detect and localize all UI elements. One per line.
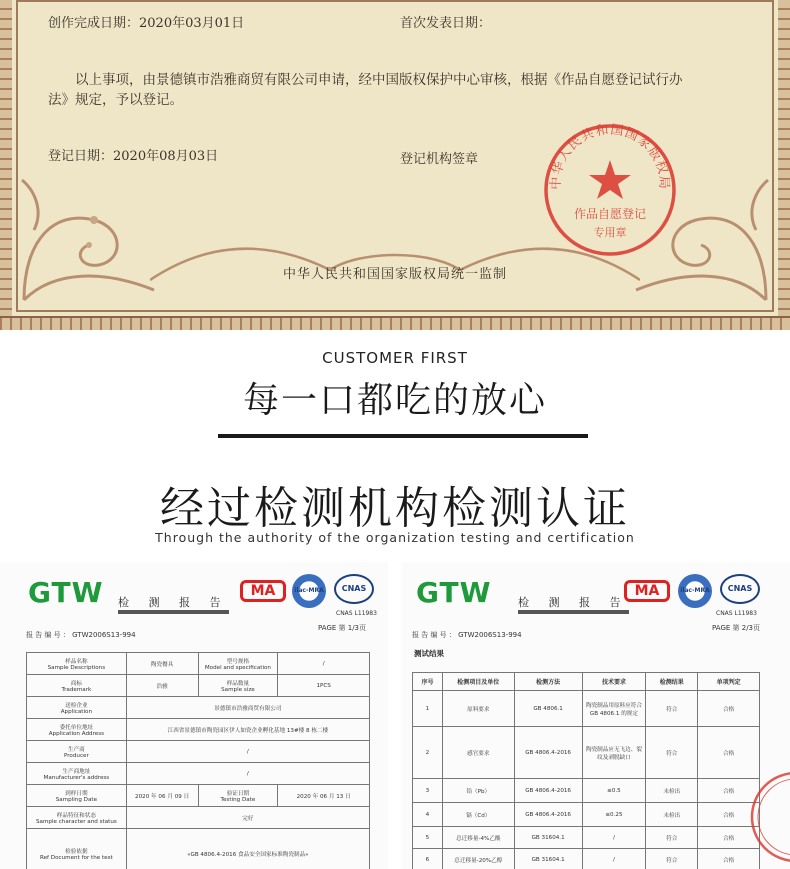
gtw-logo: GTW (28, 576, 104, 609)
heading-divider (218, 434, 588, 438)
cell-label-en: Application Address (48, 730, 105, 737)
copyright-certificate (0, 0, 790, 330)
column-header: 技术要求 (582, 673, 646, 691)
cell-label-en: Application (60, 708, 92, 715)
creation-date-row (48, 12, 244, 31)
cell-label-en: Testing Date (220, 796, 256, 803)
seal-outer-text: 中华人民共和国国家版权局 (548, 122, 672, 190)
seal-inner-line2: 专用章 (593, 226, 627, 239)
cell: 未检出 (646, 803, 698, 827)
english-tagline: CUSTOMER FIRST (322, 349, 468, 367)
cell: 符合 (646, 727, 698, 779)
creation-date-label: 创作完成日期： (48, 16, 140, 31)
cell: ≤0.25 (582, 803, 646, 827)
report-title: 检 测 报 告 (518, 594, 629, 614)
seal-label: 登记机构签章 (400, 152, 479, 167)
register-date-value: 2020年08月03日 (113, 149, 219, 164)
cell-label-en: Sampling Date (55, 796, 98, 803)
cell-label-cn: 商标 (70, 680, 82, 687)
table-header-row (413, 673, 760, 691)
cell-value: / (126, 741, 369, 763)
table-row (413, 803, 760, 827)
cell-label-cn: 送检企业 (65, 702, 88, 709)
cell: GB 31604.1 (514, 827, 582, 849)
subtitle: Through the authority of the organization testing and certification (155, 530, 635, 545)
cell-label-en: Sample Descriptions (47, 664, 106, 671)
cell-label-cn: 样品数量 (226, 680, 250, 687)
table-row (413, 727, 760, 779)
cell: 1 (413, 691, 443, 727)
cell: / (582, 849, 646, 869)
cell: 铅（Pb） (442, 779, 514, 803)
cell: GB 4806.4-2016 (514, 779, 582, 803)
cell: 未检出 (646, 779, 698, 803)
test-report-page-2 (402, 562, 790, 869)
report-stamp (746, 767, 790, 867)
table-row (27, 763, 370, 785)
creation-date-value: 2020年03月01日 (139, 16, 245, 31)
cell: 4 (413, 803, 443, 827)
certificate-paragraph: 以上事项，由景德镇市浩雅商贸有限公司申请，经中国版权保护中心审核，根据《作品自愿登记试行办法》规定，予以登记。 (48, 72, 683, 108)
cell-value: / (278, 653, 370, 675)
cell: 感官要求 (442, 727, 514, 779)
cell-value: 陶瓷餐具 (126, 653, 198, 675)
chinese-tagline: 每一口都吃的放心 (242, 380, 547, 421)
cell-label-cn: 生产商地址 (62, 768, 91, 775)
table-row (27, 653, 370, 675)
column-header: 单项判定 (698, 673, 760, 691)
cell: GB 4806.1 (514, 691, 582, 727)
cell: 5 (413, 827, 443, 849)
cell: 合格 (698, 827, 760, 849)
report-title: 检 测 报 告 (118, 594, 229, 614)
cell-value: «GB 4806.4-2016 食品安全国家标准陶瓷制品» (126, 829, 369, 869)
table-row (27, 675, 370, 697)
cell: GB 4806.4-2016 (514, 727, 582, 779)
cell: 镉（Cd） (442, 803, 514, 827)
table-row (27, 719, 370, 741)
cell-label-en: Manufacturer's address (43, 774, 110, 781)
table-row (413, 691, 760, 727)
column-header: 检测项目及单位 (442, 673, 514, 691)
cell: 合格 (698, 849, 760, 869)
column-header: 序号 (413, 673, 443, 691)
cell-value: 江西省景德镇市陶瓷园区伊人如瓷企业孵化基地 13#楼 8 栋二楼 (126, 719, 369, 741)
test-report-page-1 (0, 562, 388, 869)
cell: GB 4806.4-2016 (514, 803, 582, 827)
cnas-logo: CNAS (334, 574, 374, 604)
cell: 陶瓷制品应无飞边、裂纹及剥脱缺口 (582, 727, 646, 779)
report-number: 报 告 编 号 ： GTW2006S13-994 (412, 631, 522, 639)
cnas-number: CNAS L11983 (716, 610, 757, 617)
cell: 2 (413, 727, 443, 779)
main-title: 经过检测机构检测认证 (160, 483, 630, 534)
cell: 原料要求 (442, 691, 514, 727)
column-header: 检测方法 (514, 673, 582, 691)
cell-value: 完好 (126, 807, 369, 829)
cell-value: 景德镇市浩雅商贸有限公司 (126, 697, 369, 719)
table-row (27, 829, 370, 869)
cell: ≤0.5 (582, 779, 646, 803)
ilac-mra-logo: ilac-MRA (678, 574, 712, 608)
ilac-mra-logo: ilac-MRA (292, 574, 326, 608)
cell-label-cn: 样品名称 (65, 658, 88, 665)
cell: 符合 (646, 691, 698, 727)
seal-inner-line1: 作品自愿登记 (573, 207, 647, 221)
cell-label-cn: 到样日期 (65, 790, 88, 797)
cell: 合格 (698, 803, 760, 827)
copyright-office-seal (540, 120, 680, 260)
cell-label-cn: 样品特征和状态 (56, 812, 96, 819)
table-row (27, 741, 370, 763)
cell-value: 2020 年 06 月 13 日 (278, 785, 370, 807)
cell: 总迁移量-20%乙醇 (442, 849, 514, 869)
column-header: 检测结果 (646, 673, 698, 691)
table-row (27, 785, 370, 807)
page-number: PAGE 第 2/3页 (712, 624, 761, 632)
cell-label-en: Sample character and status (35, 818, 117, 825)
cell: 符合 (646, 849, 698, 869)
page-number: PAGE 第 1/3页 (318, 624, 367, 632)
report-number: 报 告 编 号 ： GTW2006S13-994 (26, 631, 136, 639)
bottom-greek-border (0, 316, 790, 330)
cell-label-en: Trademark (61, 686, 92, 693)
cell-label-en: Model and specification (204, 664, 271, 671)
results-label: 测试结果 (414, 649, 444, 658)
cell: 合格 (698, 727, 760, 779)
ma-logo: MA (240, 580, 286, 602)
cell: 3 (413, 779, 443, 803)
cell-value: 浩雅 (126, 675, 198, 697)
table-row (413, 827, 760, 849)
test-results-table (412, 672, 760, 869)
cnas-number: CNAS L11983 (336, 610, 377, 617)
cell-label-cn: 生产商 (67, 746, 85, 753)
table-row (27, 697, 370, 719)
certificate-footer: 中华人民共和国国家版权局统一监制 (282, 267, 507, 282)
cell: 合格 (698, 779, 760, 803)
cell-value: 2020 年 06 月 09 日 (126, 785, 198, 807)
publish-date-label: 首次发表日期： (400, 16, 492, 31)
table-row (27, 807, 370, 829)
cell: 6 (413, 849, 443, 869)
cell-label-cn: 检验依据 (65, 848, 88, 855)
cell: / (582, 827, 646, 849)
cell: GB 31604.1 (514, 849, 582, 869)
cell-value: 1PCS (278, 675, 370, 697)
cell-label-cn: 验证日期 (226, 790, 250, 797)
cell-label-en: Sample size (221, 686, 255, 693)
cell: 符合 (646, 827, 698, 849)
gtw-logo: GTW (416, 576, 492, 609)
cell: 陶瓷制品用原料应符合 GB 4806.1 的规定 (582, 691, 646, 727)
ma-logo: MA (624, 580, 670, 602)
cell-value: / (126, 763, 369, 785)
sample-info-table (26, 652, 370, 869)
cell-label-en: Producer (63, 752, 89, 759)
register-date-row (48, 145, 218, 164)
table-row (413, 779, 760, 803)
cell: 总迁移量-4%乙酸 (442, 827, 514, 849)
cell-label-en: Ref Document for the test (39, 854, 113, 861)
register-date-label: 登记日期： (48, 149, 114, 164)
cell: 合格 (698, 691, 760, 727)
left-scroll-ornament (14, 150, 164, 310)
cell-label-cn: 委托单位地址 (59, 724, 94, 731)
table-row (413, 849, 760, 869)
cnas-logo: CNAS (720, 574, 760, 604)
cell-label-cn: 型号规格 (226, 658, 250, 665)
